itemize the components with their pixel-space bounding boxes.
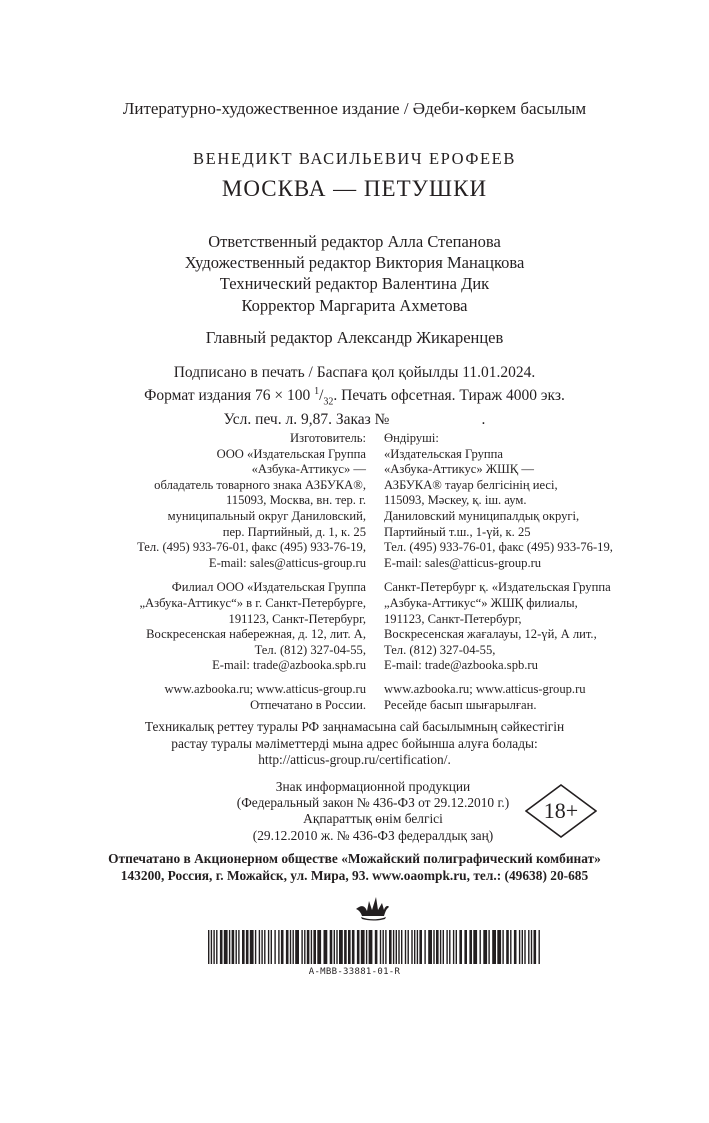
- barcode-bar: [366, 930, 367, 964]
- imprint-line: Филиал ООО «Издательская Группа: [171, 580, 366, 595]
- barcode-bar: [453, 930, 454, 964]
- barcode-bar: [232, 930, 235, 964]
- barcode-bar: [330, 930, 333, 964]
- publisher-crown-logo-icon: [354, 895, 390, 921]
- imprint-line: Тел. (495) 933-76-01, факс (495) 933-76-19,: [137, 540, 366, 555]
- imprint-line: Тел. (495) 933-76-01, факс (495) 933-76-19,: [384, 540, 613, 555]
- barcode-bar: [211, 930, 212, 964]
- imprint-line: Өндіруші:: [384, 431, 439, 445]
- barcode-bar: [383, 930, 384, 964]
- imprint-right-column: [384, 431, 613, 713]
- info-sign-line: (Федеральный закон № 436-ФЗ от 29.12.2010 г.): [236, 795, 510, 811]
- barcode-bar: [259, 930, 260, 964]
- barcode-bar: [220, 930, 223, 964]
- barcode-bar: [398, 930, 399, 964]
- printer-info: [0, 850, 709, 884]
- imprint-line: E-mail: trade@azbooka.spb.ru: [212, 658, 366, 673]
- barcode-bar: [506, 930, 509, 964]
- barcode-bar: [242, 930, 245, 964]
- barcode-bar: [497, 930, 501, 964]
- barcode-bar: [408, 930, 409, 964]
- imprint-line: Партийный т.ш., 1-үй, к. 25: [384, 524, 531, 539]
- barcode-bar: [261, 930, 262, 964]
- barcode-bar: [405, 930, 406, 964]
- barcode-bar: [334, 930, 335, 964]
- barcode-bar: [304, 930, 305, 964]
- imprint-line: Изготовитель:: [290, 431, 366, 445]
- imprint-line: Тел. (812) 327-04-55,: [384, 642, 496, 657]
- barcode-bar: [229, 930, 230, 964]
- credit-line: Художественный редактор Виктория Манацкова: [184, 253, 525, 273]
- barcode-bar: [528, 930, 529, 964]
- barcode-bar: [389, 930, 392, 964]
- barcode-bar: [281, 930, 284, 964]
- barcode-bar: [255, 930, 256, 964]
- barcode-bar: [224, 930, 228, 964]
- imprint-line: Отпечатано в России.: [250, 697, 366, 712]
- barcode-bar: [213, 930, 214, 964]
- credit-line: Технический редактор Валентина Дик: [219, 274, 490, 294]
- age-rating-diamond-icon: [525, 784, 597, 838]
- imprint-line: обладатель товарного знака АЗБУКА®,: [154, 477, 366, 492]
- imprint-line: пер. Партийный, д. 1, к. 25: [222, 524, 366, 539]
- imprint-line: 191123, Санкт-Петербург,: [384, 611, 522, 626]
- barcode-bar: [464, 930, 467, 964]
- barcode-bar: [411, 930, 412, 964]
- barcode-bar: [446, 930, 447, 964]
- printer-line: 143200, Россия, г. Можайск, ул. Мира, 93. www.oaompk.ru, тел.: (49638) 20-685: [120, 868, 589, 883]
- barcode-bar: [531, 930, 532, 964]
- imprint-line: «Издательская Группа: [384, 446, 503, 461]
- barcode-bar: [534, 930, 537, 964]
- imprint-line: 191123, Санкт-Петербург,: [228, 611, 366, 626]
- barcode-bar: [473, 930, 477, 964]
- info-product-sign: [228, 779, 518, 844]
- cert-line: Техникалық реттеу туралы РФ заңнамасына сай басылымның сәйкестігін: [144, 719, 565, 734]
- imprint-line: Воскресенская набережная, д. 12, лит. А,: [146, 627, 366, 642]
- series-line: Литературно-художественное издание / Әдеби-көркем басылым: [122, 99, 587, 118]
- imprint-line: „Азбука-Аттикус“» ЖШҚ филиалы,: [384, 595, 578, 610]
- barcode-bar: [295, 930, 299, 964]
- author-name: ВЕНЕДИКТ ВАСИЛЬЕВИЧ ЕРОФЕЕВ: [193, 149, 516, 168]
- barcode-bar: [361, 930, 365, 964]
- barcode-bar: [502, 930, 503, 964]
- imprint-line: АЗБУКА® тауар белгісінің иесі,: [384, 477, 558, 492]
- barcode-bar: [424, 930, 425, 964]
- barcode-bar: [459, 930, 462, 964]
- barcode-bar: [236, 930, 237, 964]
- barcode-bar: [522, 930, 523, 964]
- barcode-bar: [401, 930, 402, 964]
- barcode-bar: [385, 930, 386, 964]
- barcode-bar: [301, 930, 302, 964]
- barcode-bar: [293, 930, 294, 964]
- barcode-bar: [414, 930, 415, 964]
- imprint-line: Воскресенская жағалауы, 12-үй, А лит.,: [384, 627, 597, 642]
- imprint-line: www.azbooka.ru; www.atticus-group.ru: [384, 681, 586, 696]
- barcode-bar: [436, 930, 439, 964]
- barcode-bar: [286, 930, 289, 964]
- barcode-bar: [396, 930, 397, 964]
- imprint-line: „Азбука-Аттикус“» в г. Санкт-Петербурге,: [139, 595, 366, 610]
- barcode-bar: [216, 930, 217, 964]
- barcode-bar: [488, 930, 489, 964]
- certification-note: [0, 719, 709, 769]
- barcode-bar: [514, 930, 517, 964]
- barcode-bar: [469, 930, 472, 964]
- barcode-bar: [352, 930, 355, 964]
- barcode-bar: [317, 930, 321, 964]
- format-line: Формат издания 76 × 100 $^1/_{32}$. Печать офсетная. Тираж 4000 экз.: [144, 385, 565, 407]
- barcode-bar: [519, 930, 520, 964]
- imprint-line: 115093, Мәскеу, қ. іш. аум.: [384, 493, 527, 508]
- barcode-bar: [480, 930, 481, 964]
- barcode-bar: [357, 930, 360, 964]
- imprint-line: E-mail: trade@azbooka.spb.ru: [384, 658, 538, 673]
- barcode-bar: [449, 930, 450, 964]
- barcode-bar: [539, 930, 540, 964]
- imprint-line: «Азбука-Аттикус» ЖШҚ —: [384, 462, 534, 477]
- barcode-bar: [339, 930, 343, 964]
- signed-date: Подписано в печать / Баспаға қол қойылды 11.01.2024.: [173, 364, 536, 381]
- barcode-bar: [344, 930, 347, 964]
- imprint-line: Тел. (812) 327-04-55,: [254, 642, 366, 657]
- barcode-bar: [440, 930, 441, 964]
- barcode-bar: [348, 930, 351, 964]
- barcode-bar: [417, 930, 418, 964]
- barcode-bar: [208, 930, 209, 964]
- credit-line: Ответственный редактор Алла Степанова: [208, 232, 501, 251]
- barcode-bar: [492, 930, 496, 964]
- barcode-bar: [336, 930, 337, 964]
- barcode-bar: [307, 930, 310, 964]
- barcode-bar: [369, 930, 373, 964]
- imprint-line: «Азбука-Аттикус» —: [251, 462, 366, 477]
- barcode-bar: [246, 930, 249, 964]
- book-title: МОСКВА — ПЕТУШКИ: [221, 176, 488, 201]
- imprint-line: Даниловский муниципалдық округі,: [384, 508, 580, 523]
- imprint-left-column: [137, 431, 366, 713]
- chief-editor: Главный редактор Александр Жикаренцев: [205, 328, 504, 347]
- imprint-line: Санкт-Петербург қ. «Издательская Группа: [384, 580, 611, 595]
- imprint-line: ООО «Издательская Группа: [216, 446, 366, 461]
- barcode-bar: [428, 930, 432, 964]
- sheets-order-line: Усл. печ. л. 9,87. Заказ № .: [223, 411, 486, 429]
- credit-line: Корректор Маргарита Ахметова: [241, 295, 468, 315]
- barcode-bar: [271, 930, 272, 964]
- cert-url[interactable]: http://atticus-group.ru/certification/.: [258, 752, 451, 768]
- barcode-bar: [313, 930, 316, 964]
- barcode-bar: [264, 930, 265, 964]
- imprint-line: Ресейде басып шығарылған.: [384, 697, 537, 712]
- barcode-text: A-MBB-33881-01-R: [308, 967, 401, 977]
- barcode-bar: [419, 930, 422, 964]
- barcode-bar: [311, 930, 312, 964]
- barcode-bar: [456, 930, 457, 964]
- printer-line: Отпечатано в Акционерном обществе «Можайский полиграфический комбинат»: [108, 851, 601, 866]
- imprint-line: www.azbooka.ru; www.atticus-group.ru: [164, 681, 366, 696]
- barcode-bar: [375, 930, 378, 964]
- cert-line: растау туралы мәліметтерді мына адрес бойынша алуға болады:: [171, 735, 538, 751]
- info-sign-line: Ақпараттық өнім белгісі: [303, 811, 443, 827]
- barcode-bar: [290, 930, 291, 964]
- barcode-bar: [278, 930, 279, 964]
- barcode-bar: [510, 930, 511, 964]
- barcode-icon: [208, 930, 544, 964]
- barcode-bar: [250, 930, 254, 964]
- imprint-line: муниципальный округ Даниловский,: [167, 508, 366, 523]
- barcode-bar: [380, 930, 381, 964]
- info-sign-line: Знак информационной продукции: [275, 779, 471, 794]
- editorial-credits: [0, 231, 709, 316]
- barcode-bar: [324, 930, 328, 964]
- barcode-bar: [483, 930, 487, 964]
- barcode-bar: [524, 930, 525, 964]
- barcode-bar: [433, 930, 434, 964]
- barcode-bar: [443, 930, 444, 964]
- barcode-bar: [393, 930, 394, 964]
- age-rating-label: 18+: [543, 798, 579, 823]
- barcode-bar: [268, 930, 269, 964]
- info-sign-line: (29.12.2010 ж. № 436-ФЗ федералдық заң): [252, 827, 494, 843]
- imprint-line: E-mail: sales@atticus-group.ru: [208, 555, 366, 570]
- imprint-line: E-mail: sales@atticus-group.ru: [384, 555, 542, 570]
- barcode-bar: [238, 930, 239, 964]
- barcode-bar: [274, 930, 275, 964]
- imprint-line: 115093, Москва, вн. тер. г.: [225, 493, 366, 508]
- print-info: [0, 364, 709, 430]
